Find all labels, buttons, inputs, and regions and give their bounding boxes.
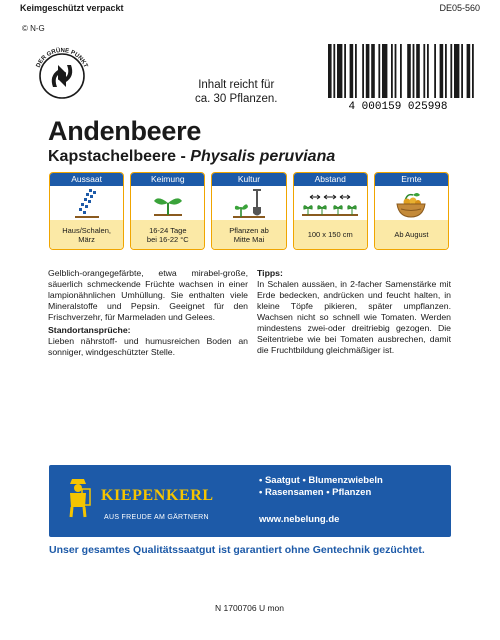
batch-code: N 1700706 U mon (215, 603, 284, 613)
barcode-number: 4 000159 025998 (348, 101, 448, 112)
product-range-line2: • Rasensamen • Pflanzen (259, 487, 372, 498)
website-link[interactable]: www.nebelung.de (259, 514, 340, 525)
packaging-note: Keimgeschützt verpackt (20, 3, 124, 13)
recycling-icon (28, 42, 96, 110)
gmo-free-guarantee: Unser gesamtes Qualitätssaatgut ist garantiert ohne Gentechnik gezüchtet. (49, 544, 425, 556)
barcode-bar (395, 44, 397, 98)
spade-icon (212, 186, 285, 220)
info-text (375, 220, 448, 249)
barcode-bar (407, 44, 411, 98)
product-description (48, 268, 248, 358)
info-box-kultur (211, 172, 286, 250)
growing-tips (257, 268, 451, 356)
seeds-icon (50, 186, 123, 220)
info-text-line2: bei 16-22 °C (146, 234, 189, 244)
barcode-bar (337, 44, 342, 98)
info-box-abstand (293, 172, 368, 250)
tips-heading: Tipps: (257, 268, 283, 278)
barcode-bar (366, 44, 370, 98)
info-text-line1: Pflanzen ab (229, 225, 269, 235)
kiepenkerl-figure-icon (63, 475, 93, 519)
barcode-bar (371, 44, 375, 98)
barcode-bar (467, 44, 471, 98)
brand-banner (49, 465, 451, 537)
product-range (259, 475, 383, 499)
barcode-bar (382, 44, 387, 98)
info-head: Ernte (375, 173, 448, 186)
info-head: Aussaat (50, 173, 123, 186)
gruener-punkt-text: DER GRÜNE PUNKT (35, 47, 89, 69)
gruener-punkt-logo (28, 42, 96, 110)
brand-tagline: AUS FREUDE AM GÄRTNERN (104, 514, 209, 521)
info-head: Kultur (212, 173, 285, 186)
info-text (131, 220, 204, 249)
info-text-line1: 100 x 150 cm (307, 230, 353, 239)
info-text (50, 220, 123, 249)
scientific-name: Physalis peruviana (190, 148, 336, 165)
location-heading: Standortansprüche: (48, 325, 131, 335)
barcode-bar (434, 44, 436, 98)
barcode-bar (416, 44, 420, 98)
info-box-ernte (374, 172, 449, 250)
info-head: Abstand (294, 173, 367, 186)
barcode-bar (423, 44, 425, 98)
barcode-bar (328, 44, 332, 98)
barcode-bar (472, 44, 474, 98)
sprout-icon (131, 186, 204, 220)
barcode-bar (454, 44, 459, 98)
barcode-bar (344, 44, 346, 98)
info-text (212, 220, 285, 249)
barcode-bar (445, 44, 447, 98)
info-head: Keimung (131, 173, 204, 186)
barcode-bar (355, 44, 357, 98)
barcode-bars (318, 42, 478, 112)
harvest-bowl-icon (375, 186, 448, 220)
article-number: DE05-560 (439, 3, 480, 13)
barcode-bar (350, 44, 354, 98)
info-text-line1: Ab August (394, 230, 429, 239)
barcode-bar (362, 44, 364, 98)
top-bar (0, 0, 500, 13)
brand-name: KIEPENKERL (101, 487, 214, 504)
info-box-aussaat (49, 172, 124, 250)
info-text-line2: März (78, 234, 95, 244)
barcode (318, 42, 478, 112)
info-text-line1: Haus/Schalen, (62, 225, 111, 235)
barcode-bar (450, 44, 452, 98)
growing-info-row (49, 172, 449, 250)
info-text-line1: 16-24 Tage (149, 225, 187, 235)
tips-text: In Schalen aussäen, in 2-facher Samenstärke mit Erde bedecken, andrücken und feucht halten, in kleine Töpfe pikieren, später umpflanzen. Wachsen nicht so schnell wie Tomaten. Werden mindestens zwei-oder dreitriebig gezogen. Die Seitentriebe wie bei Tomaten ausbrechen, damit die Fruchtbildung gleichmäßiger ist. (257, 279, 451, 355)
info-box-keimung (130, 172, 205, 250)
barcode-bar (461, 44, 463, 98)
description-text: Gelblich-orangegefärbte, etwa mirabel-großе, säuerlich schmeckende Früchte wachsen in einer lampionähnlichen Umhüllung. Sie enthalten viele Mineralstoffe und Pepsin. Geeignet für den Frischverzehr, für Marmeladen und Gelees. (48, 268, 248, 322)
barcode-bar (427, 44, 429, 98)
barcode-bar (413, 44, 415, 98)
location-text: Lieben nährstoff- und humusreichen Boden an sonniger, windgeschützter Stelle. (48, 336, 248, 357)
content-amount-line2: ca. 30 Pflanzen. (195, 93, 278, 105)
content-amount-line1: Inhalt reicht für (198, 79, 275, 91)
product-range-line1: • Saatgut • Blumenzwiebeln (259, 475, 383, 486)
product-subtitle (48, 148, 335, 166)
barcode-bar (400, 44, 402, 98)
barcode-bar (378, 44, 380, 98)
copyright-note: © N-G (22, 24, 45, 33)
info-text (294, 220, 367, 249)
barcode-bar (333, 44, 335, 98)
spacing-icon (294, 186, 367, 220)
barcode-bar (391, 44, 393, 98)
content-amount (195, 78, 277, 106)
barcode-bar (440, 44, 444, 98)
product-title: Andenbeere (48, 116, 202, 146)
common-name: Kapstachelbeere - (48, 148, 191, 165)
info-text-line2: Mitte Mai (233, 234, 265, 244)
